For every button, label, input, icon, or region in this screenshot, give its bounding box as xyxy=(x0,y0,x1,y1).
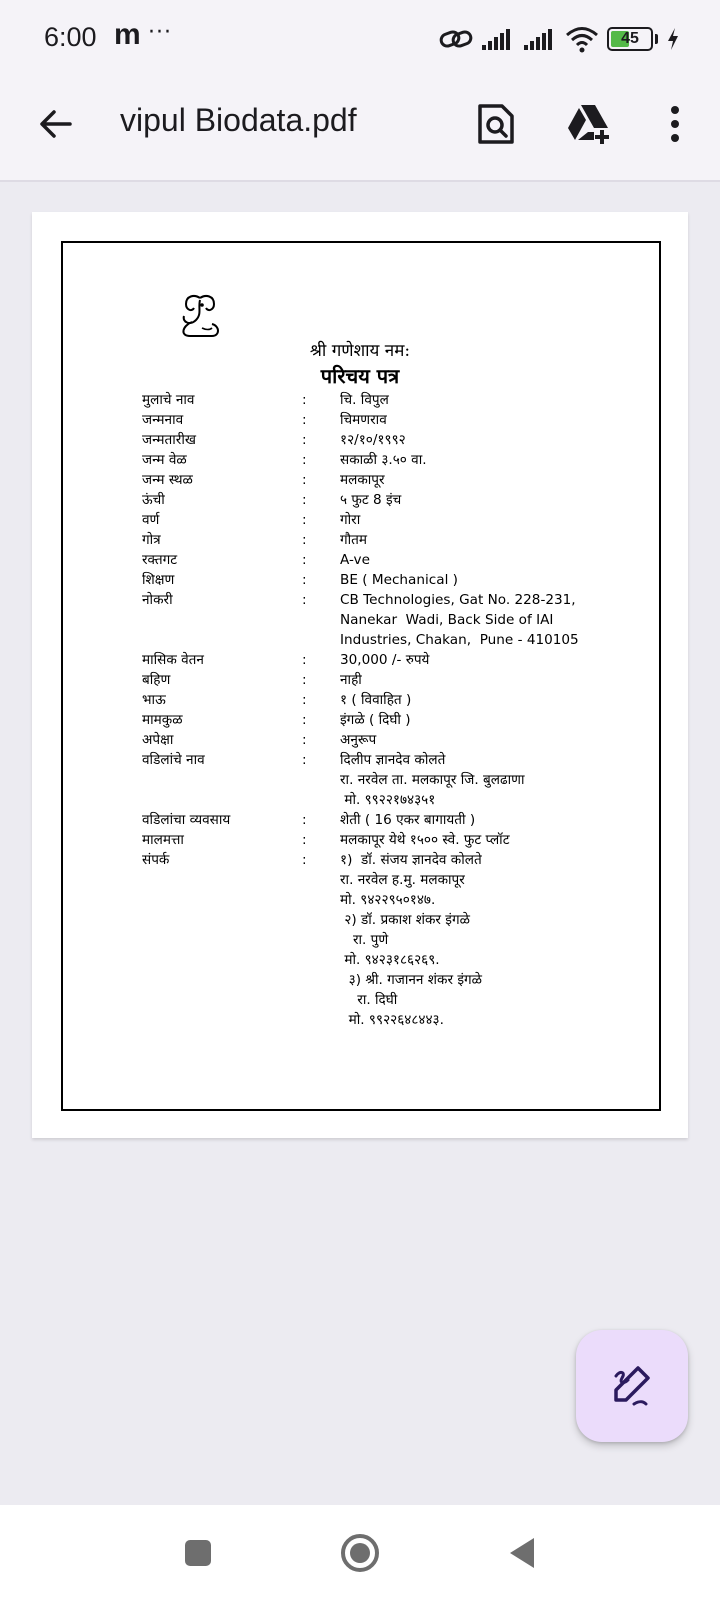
detail-separator: : xyxy=(302,852,307,868)
detail-row xyxy=(142,690,662,710)
detail-row xyxy=(142,530,662,550)
detail-row xyxy=(142,730,662,750)
detail-value-line: Industries, Chakan, Pune - 410105 xyxy=(340,632,579,648)
detail-value xyxy=(340,530,662,550)
detail-row xyxy=(142,430,662,450)
detail-value xyxy=(340,670,662,690)
detail-row xyxy=(142,510,662,530)
detail-value-line: Nanekar Wadi, Back Side of IAI xyxy=(340,612,554,628)
battery-tip xyxy=(655,34,658,44)
detail-value xyxy=(340,730,662,750)
battery-level: 45 xyxy=(621,30,639,47)
detail-value xyxy=(340,690,662,710)
detail-label: मुलाचे नाव xyxy=(142,392,195,408)
system-navigation-bar xyxy=(0,1505,720,1600)
top-app-bar xyxy=(0,78,720,180)
detail-row xyxy=(142,710,662,730)
detail-separator: : xyxy=(302,432,307,448)
detail-value-line: मो. ९९२२१७४३५१ xyxy=(340,792,436,808)
detail-row xyxy=(142,550,662,570)
find-in-document-button[interactable] xyxy=(468,96,524,152)
detail-separator: : xyxy=(302,832,307,848)
detail-value-line: अनुरूप xyxy=(340,732,377,748)
detail-value xyxy=(340,710,662,730)
detail-separator: : xyxy=(302,412,307,428)
detail-separator: : xyxy=(302,472,307,488)
detail-row xyxy=(142,450,662,470)
document-heading: परिचय पत्र xyxy=(320,364,400,388)
detail-separator: : xyxy=(302,712,307,728)
detail-value-line: सकाळी ३.५० वा. xyxy=(340,452,427,468)
detail-value-line: A-ve xyxy=(340,552,370,568)
detail-value-line: नाही xyxy=(340,672,362,688)
detail-label: नोकरी xyxy=(142,592,173,608)
detail-value xyxy=(340,590,662,650)
document-title: vipul Biodata.pdf xyxy=(120,102,357,138)
detail-value-line: 30,000 /- रुपये xyxy=(340,652,430,668)
detail-value-line: मलकापूर येथे १५०० स्वे. फुट प्लॉट xyxy=(340,832,510,848)
back-triangle-icon xyxy=(507,1536,537,1570)
detail-value xyxy=(340,470,662,490)
detail-label: मालमत्ता xyxy=(142,832,184,848)
signal-icon xyxy=(523,26,557,52)
home-button[interactable] xyxy=(334,1527,386,1579)
back-nav-button[interactable] xyxy=(496,1527,548,1579)
detail-value-line: दिलीप ज्ञानदेव कोलते xyxy=(340,752,446,768)
detail-label: जन्मतारीख xyxy=(142,432,197,448)
detail-value-line: रा. दिघी xyxy=(340,992,398,1008)
more-notifications-icon: ··· xyxy=(148,20,172,45)
detail-value xyxy=(340,410,662,430)
detail-label: जन्म वेळ xyxy=(142,452,187,468)
detail-value-line: शेती ( 16 एकर बागायती ) xyxy=(340,812,476,828)
detail-separator: : xyxy=(302,592,307,608)
detail-separator: : xyxy=(302,572,307,588)
detail-value-line: ३) श्री. गजानन शंकर इंगळे xyxy=(340,972,483,988)
more-options-button[interactable] xyxy=(650,96,700,152)
detail-separator: : xyxy=(302,752,307,768)
detail-label: संपर्क xyxy=(142,852,170,868)
detail-value-line: २) डॉ. प्रकाश शंकर इंगळे xyxy=(340,912,470,928)
detail-row xyxy=(142,590,662,650)
detail-value-line: १२/१०/१९९२ xyxy=(340,432,406,448)
biodata-details xyxy=(142,390,662,1030)
app-notification-icon: m xyxy=(114,18,141,51)
detail-label: भाऊ xyxy=(142,692,166,708)
detail-value xyxy=(340,830,662,850)
pdf-page[interactable] xyxy=(32,212,688,1138)
detail-value-line: मो. ९४२२९५०१४७. xyxy=(340,892,436,908)
detail-value-line: मलकापूर xyxy=(340,472,385,488)
detail-separator: : xyxy=(302,452,307,468)
detail-label: मासिक वेतन xyxy=(142,652,204,668)
back-arrow-icon xyxy=(36,104,76,144)
annotate-fab-button[interactable] xyxy=(576,1330,688,1442)
detail-value-line: मो. ९४२३१८६२६९. xyxy=(340,952,440,968)
detail-separator: : xyxy=(302,732,307,748)
detail-row xyxy=(142,490,662,510)
detail-separator: : xyxy=(302,512,307,528)
detail-row xyxy=(142,570,662,590)
invocation-text: श्री गणेशाय नम: xyxy=(309,341,411,361)
detail-value xyxy=(340,750,662,810)
detail-row xyxy=(142,750,662,810)
recents-button[interactable] xyxy=(172,1527,224,1579)
detail-value xyxy=(340,510,662,530)
detail-row xyxy=(142,810,662,830)
detail-separator: : xyxy=(302,492,307,508)
detail-value xyxy=(340,490,662,510)
detail-label: बहिण xyxy=(142,672,171,688)
detail-label: जन्मनाव xyxy=(142,412,184,428)
status-icons xyxy=(439,22,680,56)
detail-row xyxy=(142,650,662,670)
detail-value-line: गोरा xyxy=(340,512,361,528)
detail-value-line: BE ( Mechanical ) xyxy=(340,572,458,588)
detail-label: वडिलांचे नाव xyxy=(142,752,205,768)
status-bar xyxy=(0,0,720,78)
back-button[interactable] xyxy=(30,98,82,150)
detail-value-line: रा. पुणे xyxy=(340,932,389,948)
recents-square-icon xyxy=(183,1538,213,1568)
link-icon xyxy=(439,26,473,52)
detail-row xyxy=(142,470,662,490)
ganesha-icon xyxy=(172,292,228,340)
detail-value-line: १ ( विवाहित ) xyxy=(340,692,412,708)
detail-value-line: रा. नरवेल ह.मु. मलकापूर xyxy=(340,872,465,888)
detail-separator: : xyxy=(302,672,307,688)
detail-separator: : xyxy=(302,532,307,548)
search-document-icon xyxy=(476,102,516,146)
detail-value-line: चिमणराव xyxy=(340,412,387,428)
detail-row xyxy=(142,670,662,690)
detail-label: शिक्षण xyxy=(142,572,175,588)
detail-separator: : xyxy=(302,812,307,828)
wifi-icon xyxy=(565,25,599,53)
detail-value xyxy=(340,430,662,450)
annotate-pen-icon xyxy=(610,1364,654,1408)
detail-row xyxy=(142,410,662,430)
detail-value xyxy=(340,810,662,830)
detail-label: रक्तगट xyxy=(142,552,178,568)
app-bar-divider xyxy=(0,180,720,182)
detail-separator: : xyxy=(302,652,307,668)
detail-separator: : xyxy=(302,552,307,568)
detail-value xyxy=(340,570,662,590)
detail-value xyxy=(340,450,662,470)
detail-label: वडिलांचा व्यवसाय xyxy=(142,812,231,828)
detail-row xyxy=(142,830,662,850)
detail-value-line: रा. नरवेल ता. मलकापूर जि. बुलढाणा xyxy=(340,772,525,788)
detail-value xyxy=(340,650,662,670)
signal-icon xyxy=(481,26,515,52)
detail-value xyxy=(340,850,662,1030)
detail-label: अपेक्षा xyxy=(142,732,174,748)
detail-separator: : xyxy=(302,692,307,708)
charging-icon xyxy=(666,27,680,51)
battery-icon xyxy=(607,27,653,51)
detail-label: वर्ण xyxy=(142,512,160,528)
detail-label: गोत्र xyxy=(142,532,161,548)
detail-value-line: इंगळे ( दिघी ) xyxy=(340,712,411,728)
save-to-drive-button[interactable] xyxy=(560,96,620,152)
home-circle-icon xyxy=(340,1533,380,1573)
more-vert-icon xyxy=(669,104,681,144)
detail-label: जन्म स्थळ xyxy=(142,472,193,488)
status-time: 6:00 xyxy=(44,22,97,52)
detail-row xyxy=(142,390,662,410)
detail-value xyxy=(340,390,662,410)
detail-value-line: गौतम xyxy=(340,532,368,548)
detail-value-line: १) डॉ. संजय ज्ञानदेव कोलते xyxy=(340,852,482,868)
detail-value-line: CB Technologies, Gat No. 228-231, xyxy=(340,592,576,608)
detail-value-line: ५ फुट 8 इंच xyxy=(340,492,402,508)
detail-value-line: चि. विपुल xyxy=(340,392,389,408)
detail-separator: : xyxy=(302,392,307,408)
detail-row xyxy=(142,850,662,1030)
detail-label: ऊंची xyxy=(142,492,165,508)
add-to-drive-icon xyxy=(566,102,614,146)
detail-value xyxy=(340,550,662,570)
detail-label: मामकुळ xyxy=(142,712,183,728)
detail-value-line: मो. ९९२२६४८४४३. xyxy=(340,1012,444,1028)
